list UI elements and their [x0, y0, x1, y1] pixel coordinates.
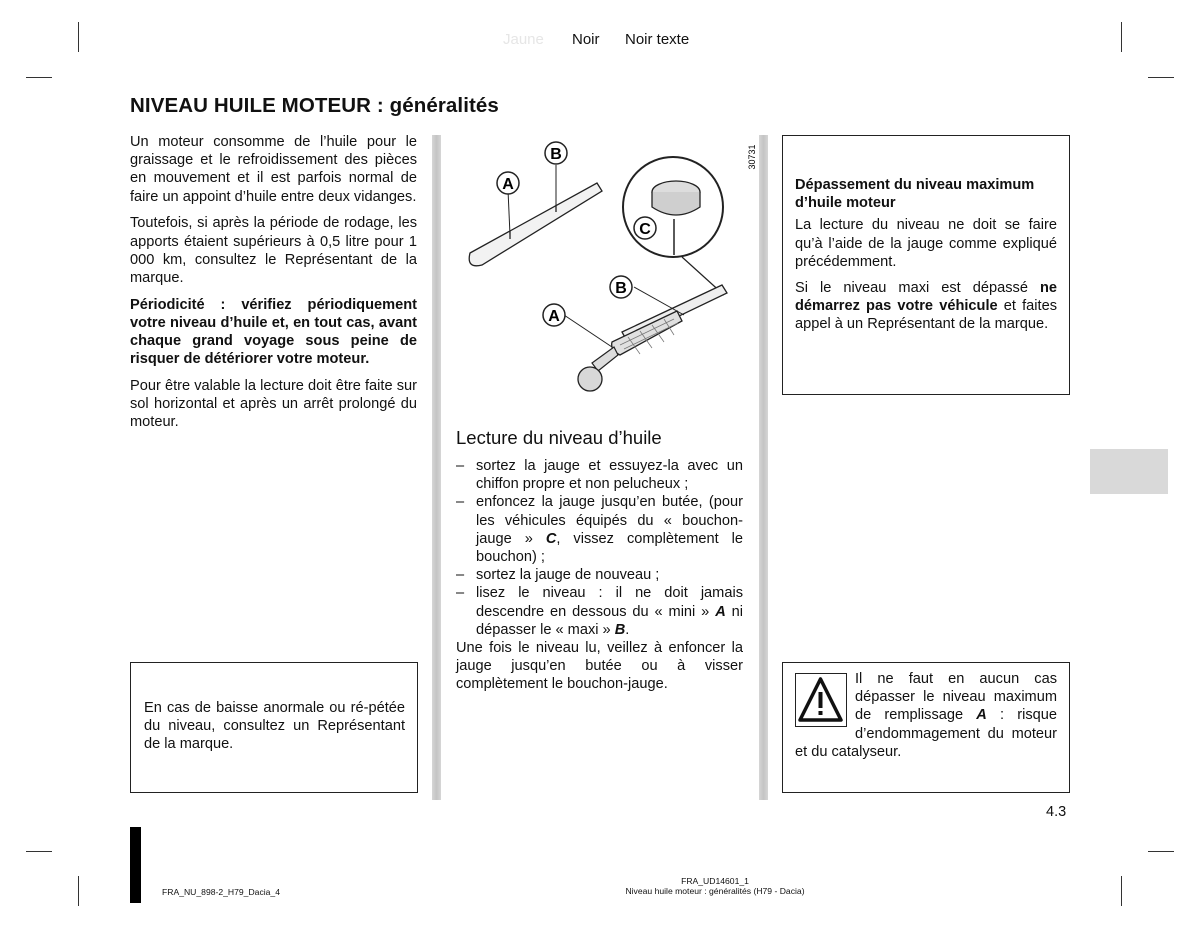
list-item	[456, 566, 743, 584]
figure-label-c: C	[639, 221, 651, 238]
overfill-box	[782, 135, 1070, 395]
step-text: , vissez complètement le bouchon) ;	[476, 530, 743, 566]
note-text: En cas de baisse anormale ou ré-pétée du niveau, consultez un Représentant de la marque.	[144, 700, 405, 753]
figure-label-b: B	[615, 280, 627, 297]
box-text: et faites appel à un Représentant de la marque.	[795, 298, 1057, 333]
crop-mark	[1148, 851, 1174, 852]
crop-mark	[1121, 876, 1122, 906]
crop-mark	[78, 876, 79, 906]
box-paragraph: La lecture du niveau ne doit se faire qu’à l’aide de la jauge comme expliqué précédemment.	[795, 217, 1057, 270]
footer-center-line2: Niveau huile moteur : généralités (H79 - Dacia)	[625, 886, 805, 896]
paragraph: Un moteur consomme de l’huile pour le graissage et le refroidissement des pièces en mouvement et il est parfois normal de faire un appoint d’huile entre deux vidanges.	[130, 134, 417, 205]
step-text: sortez la jauge et essuyez-la avec un chiffon propre et non pelucheux ;	[476, 458, 743, 493]
step-text: .	[625, 621, 630, 638]
paragraph-periodicity: Périodicité : vérifiez périodiquement votre niveau d’huile et, en tout cas, avant chaque grand voyage sous peine de risquer de détériorer votre moteur.	[130, 296, 417, 368]
crop-mark	[26, 77, 52, 78]
section-heading: Lecture du niveau d’huile	[456, 427, 662, 448]
crop-mark	[26, 851, 52, 852]
page-title: NIVEAU HUILE MOTEUR : généralités	[130, 94, 499, 117]
dipstick-figure	[452, 135, 757, 400]
paragraph: Toutefois, si après la période de rodage, les apports étaient supérieurs à 0,5 litre pour 1 000 km, consultez le Représentant de la marque.	[130, 215, 417, 286]
box-text-bold: ne démarrez pas votre véhicule	[795, 280, 1057, 315]
step-ref: B	[614, 621, 626, 638]
step-ref: A	[715, 603, 726, 620]
box-title: Dépassement du niveau maximum d’huile moteur	[795, 177, 1035, 212]
footer-center	[560, 876, 870, 896]
warning-triangle-icon	[795, 673, 847, 727]
box-paragraph	[795, 279, 1057, 334]
step-ref: C	[545, 530, 557, 547]
footer-left: FRA_NU_898-2_H79_Dacia_4	[162, 887, 280, 897]
section-tab	[1090, 449, 1168, 494]
column-gutter	[432, 135, 441, 800]
column-gutter	[759, 135, 768, 800]
list-item	[456, 584, 743, 639]
step-text: sortez la jauge de nouveau ;	[476, 567, 660, 584]
color-label-jaune: Jaune	[503, 31, 544, 48]
figure-label-a: A	[548, 308, 560, 325]
crop-mark	[1121, 22, 1122, 52]
page-number: 4.3	[1046, 804, 1067, 820]
warning-box	[782, 662, 1070, 793]
box-text: Si le niveau maxi est dépassé	[795, 280, 1040, 297]
crop-mark	[1148, 77, 1174, 78]
list-item	[456, 493, 743, 566]
step-text: ni dépasser le « maxi »	[476, 603, 743, 638]
color-label-noir: Noir	[572, 31, 600, 48]
paragraph: Pour être valable la lecture doit être faite sur sol horizontal et après un arrêt prolongé du moteur.	[130, 377, 417, 431]
figure-label-b: B	[550, 146, 562, 163]
note-box	[130, 662, 418, 793]
warning-text-part: : risque d’endommagement du moteur et du catalyseur.	[795, 707, 1057, 760]
paragraph: Une fois le niveau lu, veillez à enfoncer la jauge jusqu’en butée ou à visser complètement le bouchon-jauge.	[456, 640, 743, 693]
registration-bar	[130, 827, 141, 903]
figure-reference: 30731	[747, 144, 757, 170]
footer-center-line1: FRA_UD14601_1	[681, 876, 749, 886]
step-text: enfoncez la jauge jusqu’en butée, (pour les véhicules équipés du « bouchon-jauge »	[476, 494, 743, 547]
crop-mark	[78, 22, 79, 52]
dipstick-illustration	[452, 135, 757, 400]
figure-label-a: A	[502, 176, 514, 193]
step-text: lisez le niveau : il ne doit jamais descendre en dessous du « mini »	[476, 585, 743, 620]
color-label-noir-texte: Noir texte	[625, 31, 690, 48]
warning-text-part: Il ne faut en aucun cas dépasser le niveau maximum de remplissage	[855, 671, 1057, 724]
column-middle	[456, 457, 743, 702]
list-item	[456, 457, 743, 493]
warning-ref: A	[976, 707, 987, 724]
column-left	[130, 133, 417, 440]
steps-list	[456, 457, 743, 639]
